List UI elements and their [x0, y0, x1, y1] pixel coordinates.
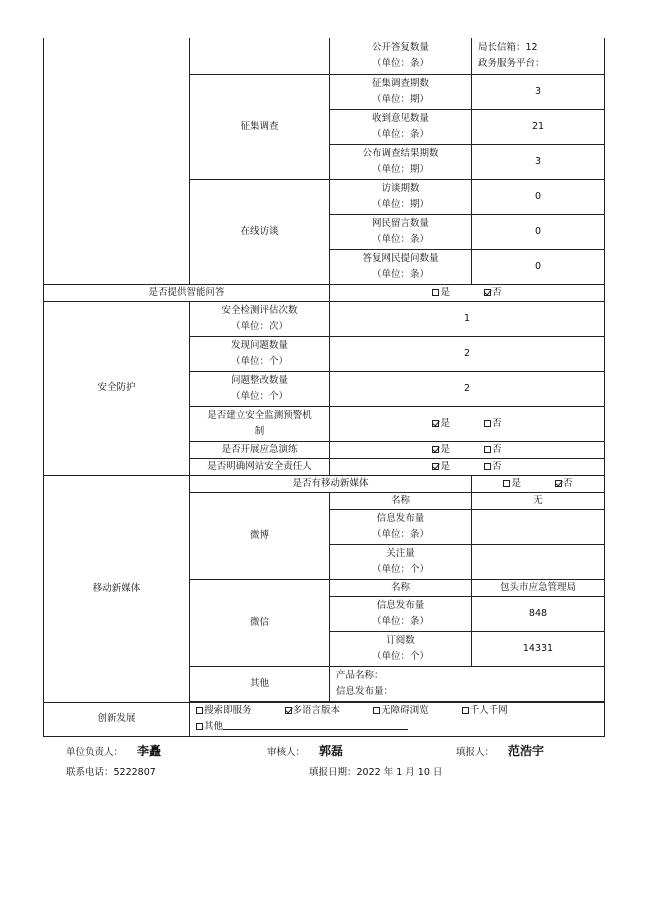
- public-reply-unit: （单位：条）: [371, 57, 429, 69]
- checkbox-icon[interactable]: [196, 723, 203, 730]
- survey-results-unit: （单位：期）: [371, 163, 429, 175]
- security-warning-yes[interactable]: [432, 416, 450, 432]
- weibo-posts-unit: （单位：条）: [371, 528, 429, 540]
- smart-qa-yes[interactable]: [432, 285, 450, 301]
- wechat-posts-unit: （单位：条）: [371, 615, 429, 627]
- option-label: 是: [440, 443, 450, 455]
- filler-label: 填报人：: [456, 747, 495, 758]
- checkbox-checked-icon[interactable]: [432, 420, 439, 427]
- security-drill-label: 是否开展应急演练: [190, 441, 330, 458]
- innovation-options: [190, 702, 605, 736]
- other-posts-label: 信息发布量：: [336, 685, 394, 697]
- checkbox-icon[interactable]: [196, 707, 203, 714]
- security-owner-no[interactable]: [484, 459, 502, 475]
- reviewer-name: 郭磊: [319, 744, 344, 758]
- security-drill-options: [330, 441, 605, 458]
- leader-name: 李矗: [137, 744, 162, 758]
- smart-qa-options: [330, 284, 605, 301]
- other-media-cell: [330, 666, 605, 701]
- leader-signature: [66, 742, 161, 759]
- survey-periods-value: 3: [472, 74, 605, 109]
- checkbox-icon[interactable]: [484, 463, 491, 470]
- checkbox-checked-icon[interactable]: [432, 463, 439, 470]
- section-cell-empty: [190, 38, 330, 74]
- option-label: 是: [440, 417, 450, 429]
- option-label: 搜索即服务: [204, 705, 252, 716]
- security-issues-label: 发现问题数量: [230, 339, 288, 351]
- weibo-followers-value: [472, 544, 605, 579]
- table-row: [44, 284, 605, 301]
- interview-messages-label: 网民留言数量: [371, 217, 429, 229]
- option-personalized[interactable]: [462, 703, 508, 719]
- option-label: 无障碍浏览: [381, 705, 429, 716]
- other-product-label: 产品名称：: [336, 669, 384, 681]
- filler-name: 范浩宇: [508, 744, 545, 758]
- reviewer-label: 审核人：: [267, 747, 306, 758]
- interview-section: 在线访谈: [190, 179, 330, 284]
- option-label: 否: [492, 460, 502, 472]
- checkbox-checked-icon[interactable]: [285, 707, 292, 714]
- option-label: 否: [492, 417, 502, 429]
- public-reply-value-cell: [472, 38, 605, 74]
- security-drill-yes[interactable]: [432, 442, 450, 458]
- weibo-followers-unit: （单位：个）: [371, 563, 429, 575]
- option-label: 是: [440, 286, 450, 298]
- security-fixed-unit: （单位：个）: [230, 390, 288, 402]
- security-fixed-value: 2: [330, 371, 605, 406]
- survey-opinions-value: 21: [472, 109, 605, 144]
- interview-messages-unit: （单位：条）: [371, 233, 429, 245]
- section-cell-empty: [44, 38, 190, 284]
- mobile-has-media-options: [472, 475, 605, 492]
- security-owner-yes[interactable]: [432, 459, 450, 475]
- survey-results-value: 3: [472, 144, 605, 179]
- checkbox-icon[interactable]: [484, 420, 491, 427]
- wechat-name-label: 名称: [330, 579, 472, 596]
- fill-date: 填报日期：2022 年 1 月 10 日: [309, 767, 443, 778]
- survey-periods-label: 征集调查期数: [371, 77, 429, 89]
- wechat-subscribers-value: 14331: [472, 631, 605, 666]
- table-row: [44, 702, 605, 736]
- platform-value: 政务服务平台：: [478, 57, 545, 69]
- contact-phone: 联系电话：5222807: [66, 767, 156, 778]
- option-label: 多语言版本: [292, 705, 341, 716]
- interview-answers-value: 0: [472, 249, 605, 284]
- public-reply-label-cell: [330, 38, 472, 74]
- statistics-table: [43, 38, 605, 737]
- interview-periods-unit: （单位：期）: [371, 198, 429, 210]
- mobile-has-media-label: 是否有移动新媒体: [190, 475, 472, 492]
- survey-section: 征集调查: [190, 74, 330, 179]
- survey-opinions-label: 收到意见数量: [371, 112, 429, 124]
- survey-results-label: 公布调查结果期数: [362, 147, 439, 159]
- filler-signature: [456, 742, 544, 759]
- survey-opinions-unit: （单位：条）: [371, 128, 429, 140]
- checkbox-icon[interactable]: [503, 480, 510, 487]
- option-label: 是: [440, 460, 450, 472]
- security-owner-options: [330, 458, 605, 475]
- smart-qa-no[interactable]: [484, 285, 502, 301]
- smart-qa-label: 是否提供智能问答: [44, 284, 330, 301]
- security-issues-value: 2: [330, 336, 605, 371]
- reviewer-signature: [267, 742, 343, 759]
- option-label: 否: [563, 477, 573, 489]
- option-label: 千人千网: [469, 705, 508, 716]
- option-label: 否: [492, 286, 502, 298]
- security-warning-no[interactable]: [484, 416, 502, 432]
- weibo-section: 微博: [190, 492, 330, 579]
- mobile-has-media-yes[interactable]: [503, 476, 521, 492]
- wechat-name-value: 包头市应急管理局: [472, 579, 605, 596]
- option-accessibility[interactable]: [373, 703, 429, 719]
- checkbox-checked-icon[interactable]: [484, 289, 491, 296]
- wechat-subscribers-unit: （单位：个）: [371, 650, 429, 662]
- security-warning-options: [330, 406, 605, 441]
- option-multilingual[interactable]: [285, 703, 341, 719]
- option-search-service[interactable]: [196, 703, 252, 719]
- security-tests-label: 安全检测评估次数: [221, 304, 298, 316]
- table-row: [44, 301, 605, 336]
- security-warning-label: 是否建立安全监测预警机: [207, 409, 312, 421]
- interview-answers-unit: （单位：条）: [371, 268, 429, 280]
- option-label: 是: [511, 477, 521, 489]
- weibo-name-value: 无: [472, 492, 605, 509]
- checkbox-checked-icon[interactable]: [555, 480, 562, 487]
- security-owner-label: 是否明确网站安全责任人: [190, 458, 330, 475]
- other-blank-line[interactable]: [223, 720, 408, 730]
- interview-periods-value: 0: [472, 179, 605, 214]
- security-section: 安全防护: [44, 301, 190, 475]
- interview-periods-label: 访谈期数: [381, 182, 420, 194]
- option-label: 否: [492, 443, 502, 455]
- weibo-name-label: 名称: [330, 492, 472, 509]
- weibo-followers-label: 关注量: [386, 547, 415, 559]
- mobile-has-media-no[interactable]: [555, 476, 573, 492]
- interview-messages-value: 0: [472, 214, 605, 249]
- checkbox-icon[interactable]: [432, 289, 439, 296]
- weibo-posts-label: 信息发布量: [376, 512, 425, 524]
- table-row: [44, 38, 605, 74]
- innovation-section: 创新发展: [44, 702, 190, 736]
- security-warning-label-2: 制: [254, 425, 265, 437]
- interview-answers-label: 答复网民提问数量: [362, 252, 439, 264]
- other-media-section: 其他: [190, 666, 330, 701]
- mailbox-value: 局长信箱：12: [478, 41, 538, 53]
- mobile-section: 移动新媒体: [44, 475, 190, 702]
- table-row: [44, 475, 605, 492]
- wechat-subscribers-label: 订阅数: [386, 634, 415, 646]
- checkbox-checked-icon[interactable]: [432, 446, 439, 453]
- weibo-posts-value: [472, 509, 605, 544]
- leader-label: 单位负责人：: [66, 747, 124, 758]
- checkbox-icon[interactable]: [484, 446, 491, 453]
- security-fixed-label: 问题整改数量: [230, 374, 288, 386]
- option-other[interactable]: [196, 719, 408, 735]
- survey-periods-unit: （单位：期）: [371, 93, 429, 105]
- wechat-posts-value: 848: [472, 596, 605, 631]
- wechat-section: 微信: [190, 579, 330, 666]
- wechat-posts-label: 信息发布量: [376, 599, 425, 611]
- security-tests-value: 1: [330, 301, 605, 336]
- security-issues-unit: （单位：个）: [230, 355, 288, 367]
- security-tests-unit: （单位：次）: [230, 320, 288, 332]
- checkbox-icon[interactable]: [462, 707, 469, 714]
- checkbox-icon[interactable]: [373, 707, 380, 714]
- option-label: 其他: [204, 721, 224, 732]
- public-reply-label: 公开答复数量: [371, 41, 429, 53]
- security-drill-no[interactable]: [484, 442, 502, 458]
